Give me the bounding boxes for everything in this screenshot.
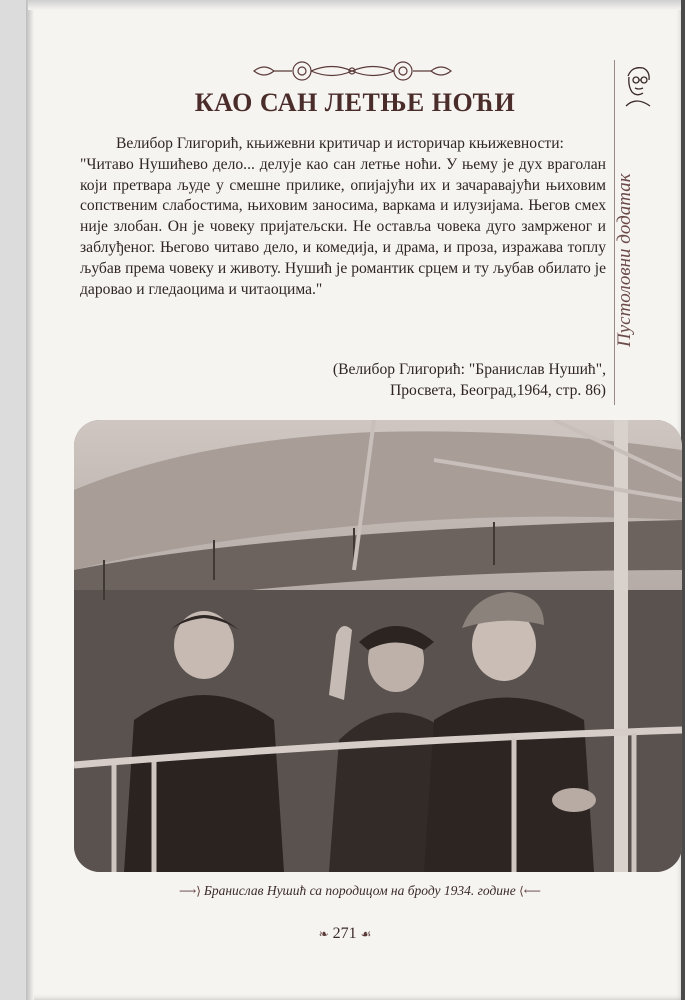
quote-citation bbox=[250, 360, 606, 402]
caption-text: Бранислав Нушић са породицом на броду 1934. године bbox=[203, 883, 516, 898]
caption-left-ornament-icon: ⟶⟩ bbox=[178, 884, 204, 898]
page-top-edge bbox=[28, 0, 685, 10]
caption-right-ornament-icon: ⟨⟵ bbox=[519, 884, 542, 898]
intro-paragraph: Велибор Глигорић, књижевни критичар и историчар књижевности: bbox=[116, 135, 564, 152]
page-number-value: 271 bbox=[332, 925, 357, 942]
page-title: КАО САН ЛЕТЊЕ НОЋИ bbox=[194, 88, 516, 117]
quote-text-block bbox=[80, 134, 606, 300]
citation-line-1: (Велибор Глигорић: "Бранислав Нушић", bbox=[332, 361, 606, 378]
photo-caption bbox=[160, 883, 560, 899]
page-number bbox=[300, 925, 390, 943]
citation-line-2: Просвета, Београд,1964, стр. 86) bbox=[390, 381, 606, 399]
family-ship-photo bbox=[74, 420, 682, 872]
page-number-right-ornament-icon: ☙ bbox=[360, 927, 372, 941]
quote-paragraph: "Читаво Нушићево дело... делује као сан летње ноћи. У њему је дух враголан који претвара људе у смешне прилике, опијајући их и зачаравајући њиховим сопственим слабостима, њиховим заносима, варкама и илузијама. Његов смех није злобан. Он је човеку пријатељски. Не оставља човека дуго замрженог и заблуђеног. Његово читаво дело, и комедија, и драма, и проза, изражава топлу љубав према човеку и животу. Нушић је романтик срцем и ту љубав обилато је даровао и гледаоцима и читаоцима." bbox=[80, 155, 606, 298]
title-ornament-icon bbox=[250, 60, 455, 82]
nusic-portrait-icon bbox=[616, 62, 656, 110]
chapter-side-label: Пустоловни додатак bbox=[614, 173, 635, 347]
page-number-left-ornament-icon: ❧ bbox=[318, 927, 329, 941]
page-gutter-shadow bbox=[26, 0, 34, 1000]
